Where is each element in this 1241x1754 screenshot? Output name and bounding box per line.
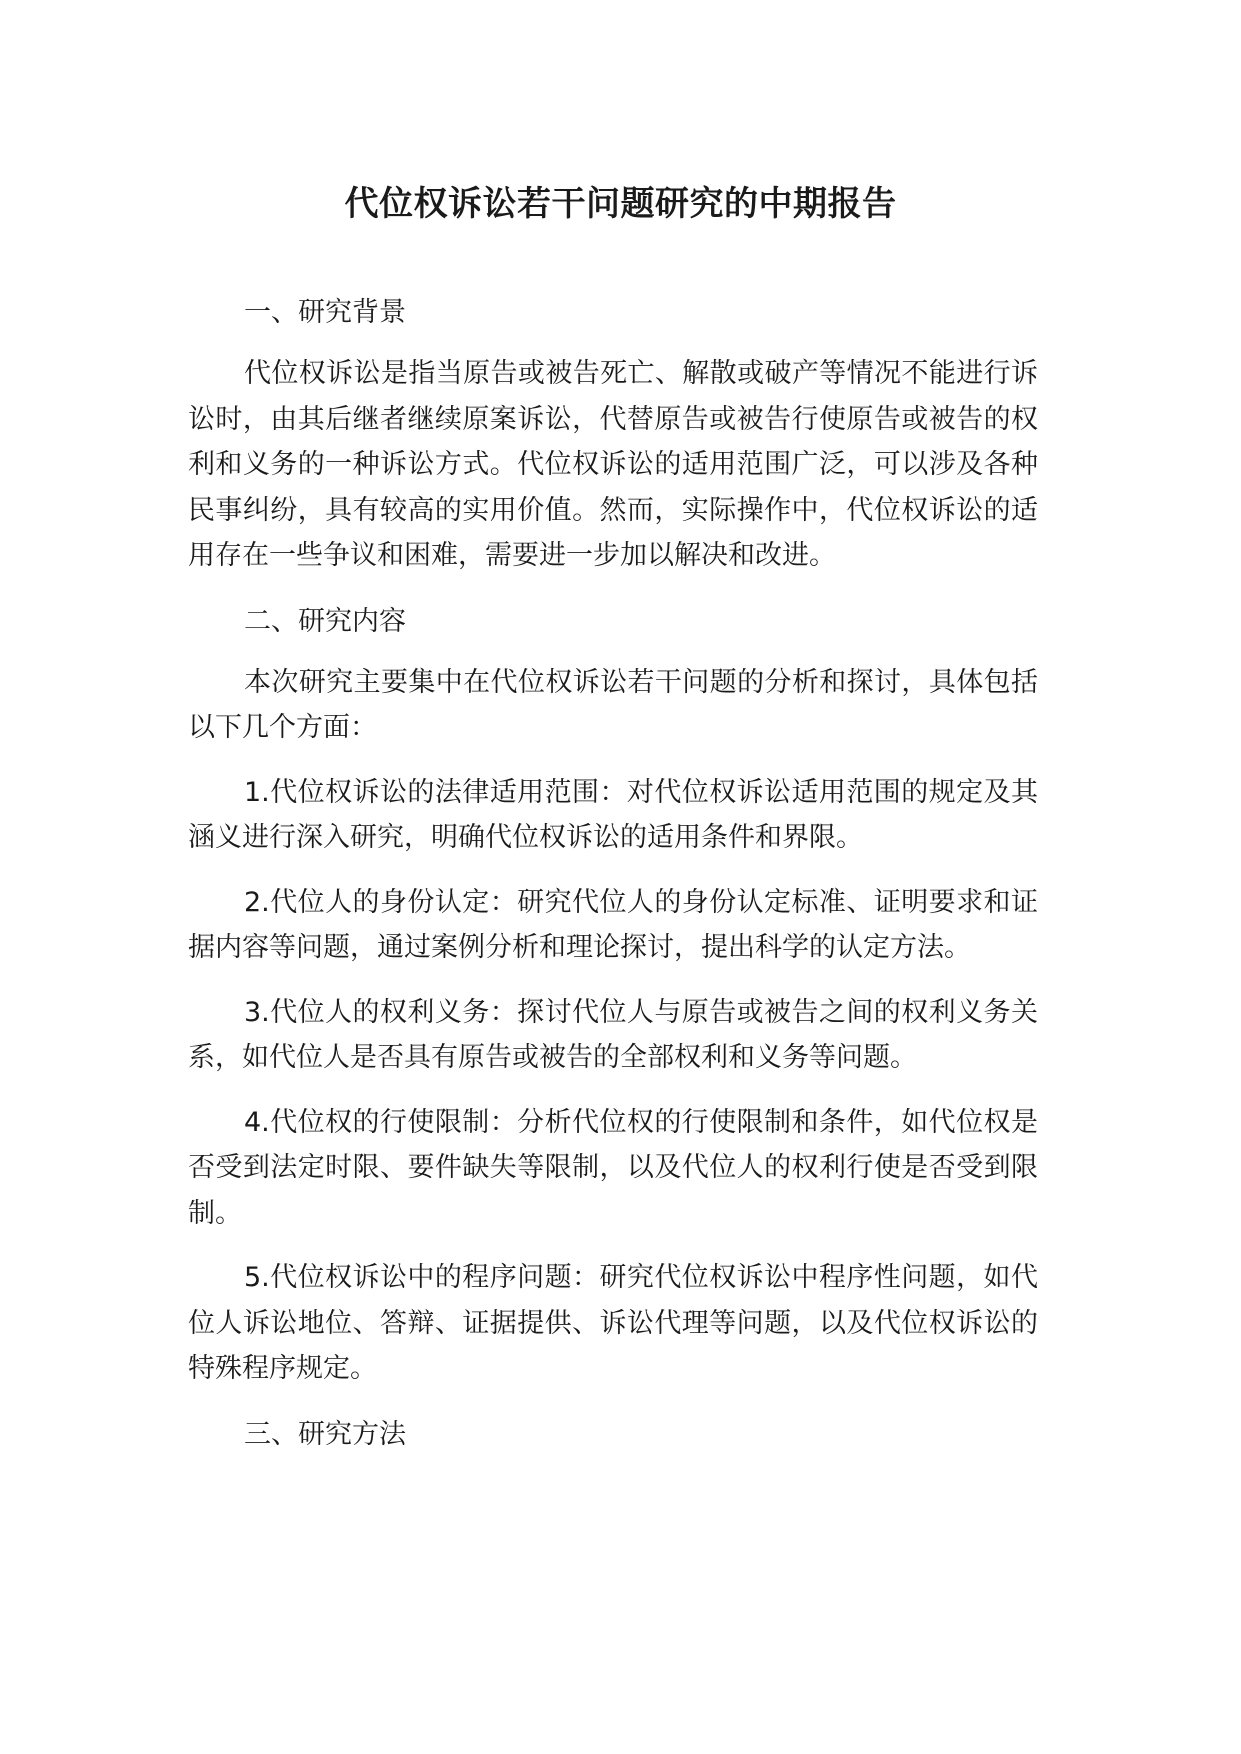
section-heading-background: 一、研究背景 [244,297,406,328]
document-body [188,290,1038,1457]
content-item-2: 2.代位人的身份认定：研究代位人的身份认定标准、证明要求和证据内容等问题，通过案例分析和理论探讨，提出科学的认定方法。 [188,886,1038,963]
content-intro-paragraph: 本次研究主要集中在代位权诉讼若干问题的分析和探讨，具体包括以下几个方面： [188,666,1038,743]
content-item-5: 5.代位权诉讼中的程序问题：研究代位权诉讼中程序性问题，如代位人诉讼地位、答辩、证据提供、诉讼代理等问题，以及代位权诉讼的特殊程序规定。 [188,1262,1038,1384]
document-title: 代位权诉讼若干问题研究的中期报告 [344,184,897,224]
background-paragraph: 代位权诉讼是指当原告或被告死亡、解散或破产等情况不能进行诉讼时，由其后继者继续原案诉讼，代替原告或被告行使原告或被告的权利和义务的一种诉讼方式。代位权诉讼的适用范围广泛，可以涉及各种民事纠纷，具有较高的实用价值。然而，实际操作中，代位权诉讼的适用存在一些争议和困难，需要进一步加以解决和改进。 [188,358,1038,571]
content-item-4: 4.代位权的行使限制：分析代位权的行使限制和条件，如代位权是否受到法定时限、要件缺失等限制，以及代位人的权利行使是否受到限制。 [188,1106,1038,1229]
content-item-3: 3.代位人的权利义务：探讨代位人与原告或被告之间的权利义务关系，如代位人是否具有原告或被告的全部权利和义务等问题。 [188,996,1038,1073]
content-item-1: 1.代位权诉讼的法律适用范围：对代位权诉讼适用范围的规定及其涵义进行深入研究，明确代位权诉讼的适用条件和界限。 [188,776,1038,853]
section-heading-content: 二、研究内容 [244,605,406,637]
section-heading-method: 三、研究方法 [244,1418,406,1450]
